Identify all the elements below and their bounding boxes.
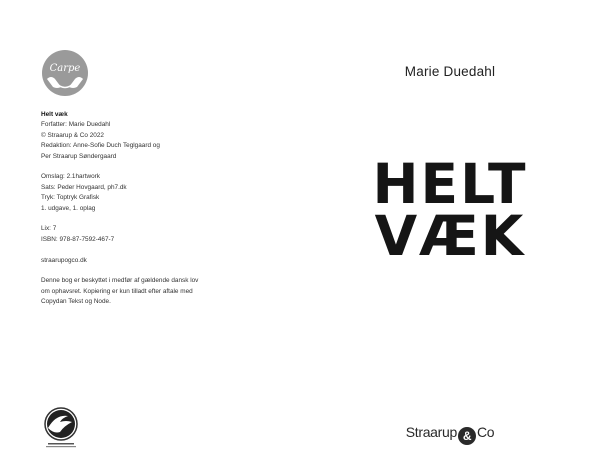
publisher-prefix: Straarup [405, 424, 457, 440]
colophon-line: Per Straarup Søndergaard [41, 152, 117, 160]
colophon-line: Copydan Tekst og Node. [41, 298, 111, 306]
spacer [41, 162, 261, 172]
colophon-line: 1. udgave, 1. oplag [41, 204, 96, 212]
publisher-suffix: Co [477, 424, 495, 440]
book-title [300, 152, 600, 268]
colophon-line: © Straarup & Co 2022 [41, 131, 104, 139]
title-line-1: HELT [372, 152, 528, 216]
colophon-line: Omslag: 2.1hartwork [41, 173, 100, 181]
colophon-line: Lix: 7 [41, 225, 57, 233]
nordic-swan-ecolabel-icon [38, 404, 84, 450]
carpe-hands-logo-icon [41, 49, 89, 97]
colophon-line: Denne bog er beskyttet i medfør af gældende dansk lov [41, 277, 199, 285]
colophon-line: Forfatter: Marie Duedahl [41, 121, 111, 129]
colophon-text [41, 110, 261, 308]
colophon-website: straarupogco.dk [41, 256, 87, 264]
colophon-line: Tryk: Toptryk Grafisk [41, 194, 100, 202]
logo-text: Carpe [49, 63, 81, 74]
author-name: Marie Duedahl [404, 64, 496, 79]
colophon-line: Redaktion: Anne-Sofie Duch Teglgaard og [41, 142, 160, 150]
colophon-title: Helt væk [41, 111, 68, 118]
spacer [41, 266, 261, 276]
title-page [300, 0, 600, 471]
spacer [41, 245, 261, 255]
publisher-logo [300, 424, 600, 445]
colophon-line: Sats: Peder Hovgaard, ph7.dk [41, 183, 127, 191]
colophon-line: om ophavsret. Kopiering er kun tilladt efter aftale med [41, 287, 193, 295]
colophon-line: ISBN: 978-87-7592-467-7 [41, 235, 115, 243]
spacer [41, 214, 261, 224]
publisher-ampersand-mark: & [458, 427, 476, 445]
title-line-2: VÆK [374, 204, 526, 268]
